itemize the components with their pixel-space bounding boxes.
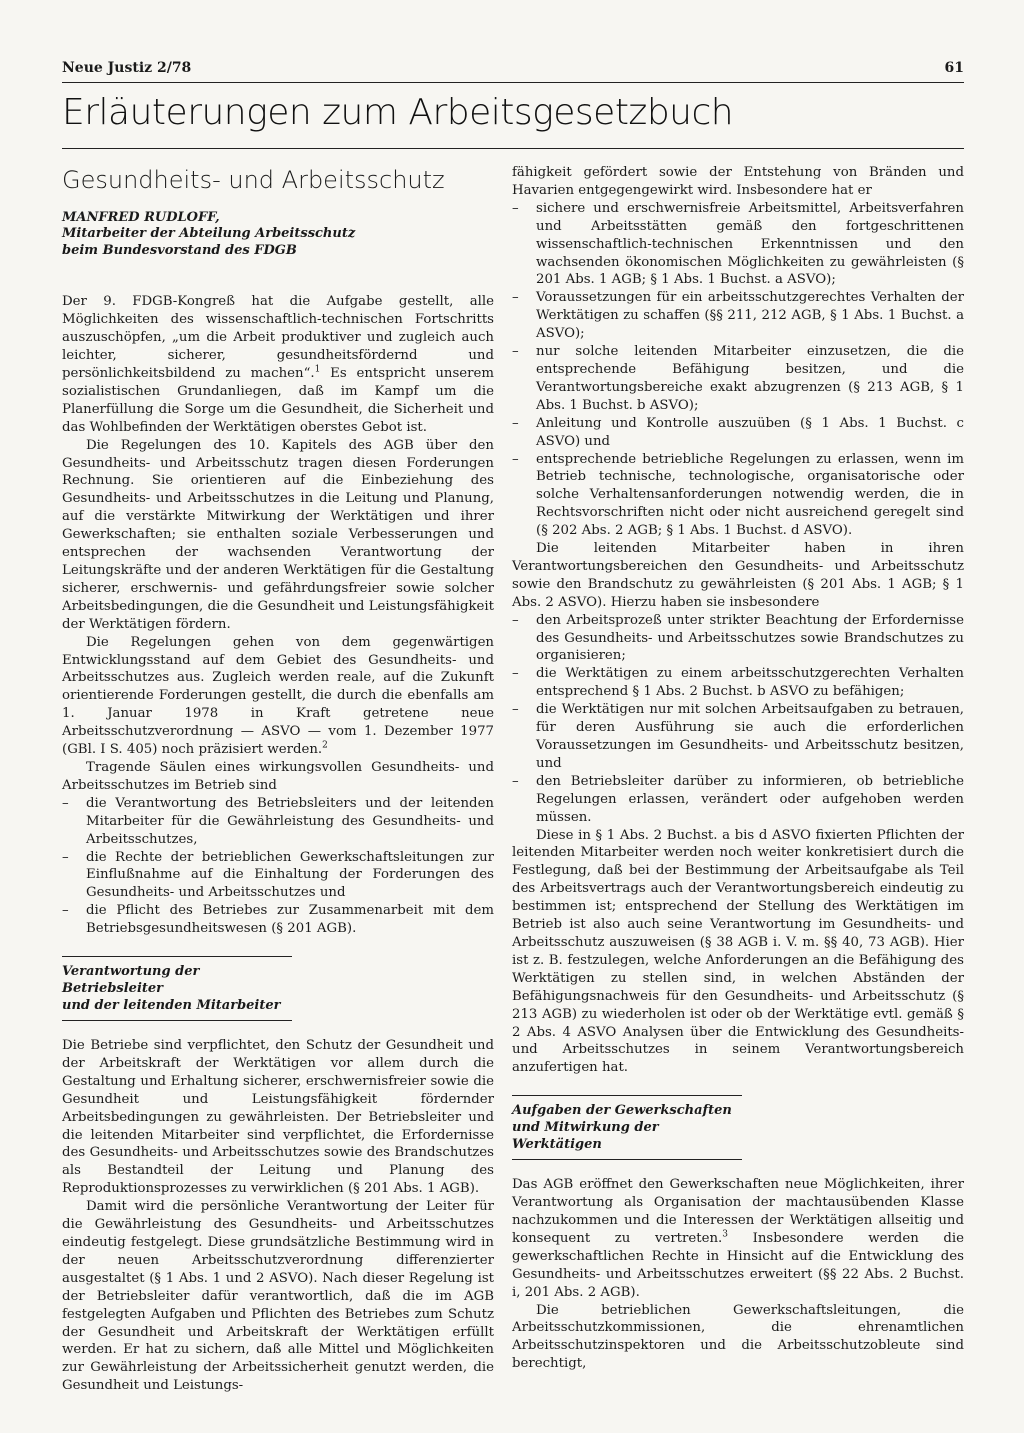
manager-duties-list xyxy=(512,612,964,827)
paragraph: Tragende Säulen eines wirkungsvollen Gesundheits- und Arbeitsschutzes im Betrieb sind xyxy=(62,759,494,793)
paragraph: Diese in § 1 Abs. 2 Buchst. a bis d ASVO fixierten Pflichten der leitenden Mitarbeiter werden noch weiter konkretisiert durch die Festlegung, daß bei der Bestimmung der Arbeitsaufgabe als Teil des Arbeitsvertrags auch der Verantwortungsbereich eindeutig zu bestimmen ist; entsprechend der Stellung des Werktätigen im Betrieb ist also auch seine Verantwortung im Gesundheits- und Arbeitsschutz auszuweisen (§ 38 AGB i. V. m. §§ 40, 73 AGB). Hier ist z. B. festzulegen, welche Anforderungen an die Befähigung des Werktätigen zu stellen sind, in welchen Abständen der Befähigungsnachweis für den Gesundheits- und Arbeitsschutz (§ 213 AGB) zu wiederholen ist oder ob der Werktätige evtl. gemäß § 2 Abs. 4 ASVO Analysen über die Entwicklung des Gesundheits- und Arbeitsschutzes in seinem Verantwortungsbereich anzufertigen hat. xyxy=(512,827,964,1076)
paragraph: Der 9. FDGB-Kongreß hat die Aufgabe gestellt, alle Möglichkeiten des wissenschaftlich-technischen Fortschritts auszuschöpfen, „um die Arbeit produktiver und zugleich auch leichter, sicherer, gesundheitsfördernd und persönlichkeitsbildend zu machen“.$^1$ Es entspricht unserem sozialistischen Grundanliegen, daß im Kampf um die Planerfüllung die Sorge um die Gesundheit, die Sicherheit und das Wohlbefinden der Werktätigen oberstes Gebot ist. xyxy=(62,294,494,435)
list-item: – die Pflicht des Betriebes zur Zusammenarbeit mit dem Betriebsgesundheitswesen (§ 201 AGB). xyxy=(62,902,494,938)
pillars-list xyxy=(62,795,494,938)
paragraph: Damit wird die persönliche Verantwortung der Leiter für die Gewährleistung des Gesundheits- und Arbeitsschutzes eindeutig festgelegt. Diese grundsätzliche Bestimmung wird in der neuen Arbeitsschutzverordnung differenzierter ausgestaltet (§ 1 Abs. 1 und 2 ASVO). Nach dieser Regelung ist der Betriebsleiter dafür verantwortlich, daß die im AGB festgelegten Aufgaben und Pflichten des Betriebes zum Schutz der Gesundheit und Arbeitskraft der Werktätigen erfüllt werden. Er hat zu sichern, daß alle Mittel und Möglichkeiten zur Gewährleistung der Arbeitssicherheit genutzt werden, die Gesundheit und Leistungs- xyxy=(62,1199,494,1394)
journal-issue: Neue Justiz 2/78 xyxy=(62,60,192,76)
list-item: – die Werktätigen zu einem arbeitsschutzgerechten Verhalten entsprechend § 1 Abs. 2 Buchst. b ASVO zu befähigen; xyxy=(512,665,964,701)
list-item: – die Rechte der betrieblichen Gewerkschaftsleitungen zur Einflußnahme auf die Einhaltung der Forderungen des Gesundheits- und Arbeitsschutzes und xyxy=(62,849,494,903)
page-number: 61 xyxy=(944,60,964,76)
duties-list xyxy=(512,200,964,540)
list-item: – entsprechende betriebliche Regelungen zu erlassen, wenn im Betrieb technische, technologische, organisatorische oder solche Verhaltensanforderungen notwendig werden, die in Rechtsvorschriften nicht oder nicht ausreichend geregelt sind (§ 202 Abs. 2 AGB; § 1 Abs. 1 Buchst. d ASVO). xyxy=(512,451,964,541)
list-item: – die Verantwortung des Betriebsleiters und der leitenden Mitarbeiter für die Gewährleistung des Gesundheits- und Arbeitsschutzes, xyxy=(62,795,494,849)
paragraph: Die Betriebe sind verpflichtet, den Schutz der Gesundheit und der Arbeitskraft der Werktätigen vor allem durch die Gestaltung und Erhaltung sicherer, erschwernisfreier sowie die Gesundheit und Leistungsfähigkeit fördernder Arbeitsbedingungen zu gewährleisten. Der Betriebsleiter und die leitenden Mitarbeiter sind verpflichtet, die Erfordernisse des Gesundheits- und Arbeitsschutzes sowie des Brandschutzes als Bestandteil der Leitung und Planung des Reproduktionsprozesses zu verwirklichen (§ 201 Abs. 1 AGB). xyxy=(62,1038,494,1197)
running-header xyxy=(62,60,964,82)
paragraph: fähigkeit gefördert sowie der Entstehung von Bränden und Havarien entgegengewirkt wird. Insbesondere hat er xyxy=(512,165,964,198)
section-title: Erläuterungen zum Arbeitsgesetzbuch xyxy=(62,92,734,133)
footnote-ref: 2 xyxy=(322,740,328,751)
list-item: – nur solche leitenden Mitarbeiter einzusetzen, die die entsprechende Befähigung besitzen, und die Verantwortungsbereiche exakt abzugrenzen (§ 213 AGB, § 1 Abs. 1 Buchst. b ASVO); xyxy=(512,343,964,415)
list-item: – sichere und erschwernisfreie Arbeitsmittel, Arbeitsverfahren und Arbeitsstätten gemäß den fortgeschrittenen wissenschaftlich-technischen Erkenntnissen und den wachsenden ökonomischen Möglichkeiten zu gewährleisten (§ 201 Abs. 1 AGB; § 1 Abs. 1 Buchst. a ASVO); xyxy=(512,200,964,290)
left-column xyxy=(62,164,494,1395)
header-rule xyxy=(62,82,964,83)
paragraph: Die betrieblichen Gewerkschaftsleitungen, die Arbeitsschutzkommissionen, die ehrenamtlichen Arbeitsschutzinspektoren und die Arbeitsschutzobleute sind berechtigt, xyxy=(512,1302,964,1372)
paragraph: Die Regelungen des 10. Kapitels des AGB über den Gesundheits- und Arbeitsschutz tragen diesen Forderungen Rechnung. Sie orientieren auf die Einbeziehung des Gesundheits- und Arbeitsschutzes in die Leitung und Planung, auf die verstärkte Mitwirkung der Werktätigen und ihrer Gewerkschaften; sie enthalten soziale Verbesserungen und entsprechen der wachsenden Verantwortung der Leitungskräfte und der anderen Werktätigen für die Gestaltung sicherer, erschwernis- und gefährdungsfreier sowie solcher Arbeitsbedingungen, die die Gesundheit und Leistungsfähigkeit der Werktätigen fördern. xyxy=(62,437,494,632)
author-name: MANFRED RUDLOFF, xyxy=(62,209,220,225)
author-affiliation-2: beim Bundesvorstand des FDGB xyxy=(62,242,297,258)
article-title: Gesundheits- und Arbeitsschutz xyxy=(62,166,445,194)
subheading-responsibility: Verantwortung der Betriebsleiter und der leitenden Mitarbeiter xyxy=(62,956,292,1021)
author-affiliation-1: Mitarbeiter der Abteilung Arbeitsschutz xyxy=(62,226,356,242)
list-item: – Voraussetzungen für ein arbeitsschutzgerechtes Verhalten der Werktätigen zu schaffen (§§ 211, 212 AGB, § 1 Abs. 1 Buchst. a ASVO); xyxy=(512,289,964,343)
subheading-unions: Aufgaben der Gewerkschaften und Mitwirkung der Werktätigen xyxy=(512,1095,742,1160)
paragraph: Das AGB eröffnet den Gewerkschaften neue Möglichkeiten, ihrer Verantwortung als Organisation der machtausübenden Klasse nachzukommen und die Interessen der Werktätigen allseitig und konsequent zu vertreten.$^3$ Insbesondere werden die gewerkschaftlichen Rechte in Hinsicht auf die Entwicklung des Gesundheits- und Arbeitsschutzes erweitert (§§ 22 Abs. 2 Buchst. i, 201 Abs. 2 AGB). xyxy=(512,1177,964,1300)
paragraph: Die Regelungen gehen von dem gegenwärtigen Entwicklungsstand auf dem Gebiet des Gesundheits- und Arbeitsschutzes aus. Zugleich werden reale, auf die Zukunft orientierende Forderungen gestellt, die durch die ebenfalls am 1. Januar 1978 in Kraft getretene neue Arbeitsschutzverordnung — ASVO — vom 1. Dezember 1977 (GBl. I S. 405) noch präzisiert werden.$^2$ xyxy=(62,634,494,758)
list-item: – den Arbeitsprozeß unter strikter Beachtung der Erfordernisse des Gesundheits- und Arbeitsschutzes sowie Brandschutzes zu organisieren; xyxy=(512,612,964,666)
right-column xyxy=(512,164,964,1373)
list-item: – den Betriebsleiter darüber zu informieren, ob betriebliche Regelungen erlassen, verändert oder aufgehoben werden müssen. xyxy=(512,773,964,827)
footnote-ref: 3 xyxy=(722,1229,728,1240)
author-block xyxy=(62,210,494,260)
footnote-ref: 1 xyxy=(314,364,321,375)
paragraph: Die leitenden Mitarbeiter haben in ihren Verantwortungsbereichen den Gesundheits- und Arbeitsschutz sowie den Brandschutz zu gewährleisten (§ 201 Abs. 1 AGB; § 1 Abs. 2 ASVO). Hierzu haben sie insbesondere xyxy=(512,541,964,610)
list-item: – Anleitung und Kontrolle auszuüben (§ 1 Abs. 1 Buchst. c ASVO) und xyxy=(512,415,964,451)
list-item: – die Werktätigen nur mit solchen Arbeitsaufgaben zu betrauen, für deren Ausführung sie auch die erforderlichen Voraussetzungen im Gesundheits- und Arbeitsschutz besitzen, und xyxy=(512,701,964,773)
title-rule xyxy=(62,148,964,149)
